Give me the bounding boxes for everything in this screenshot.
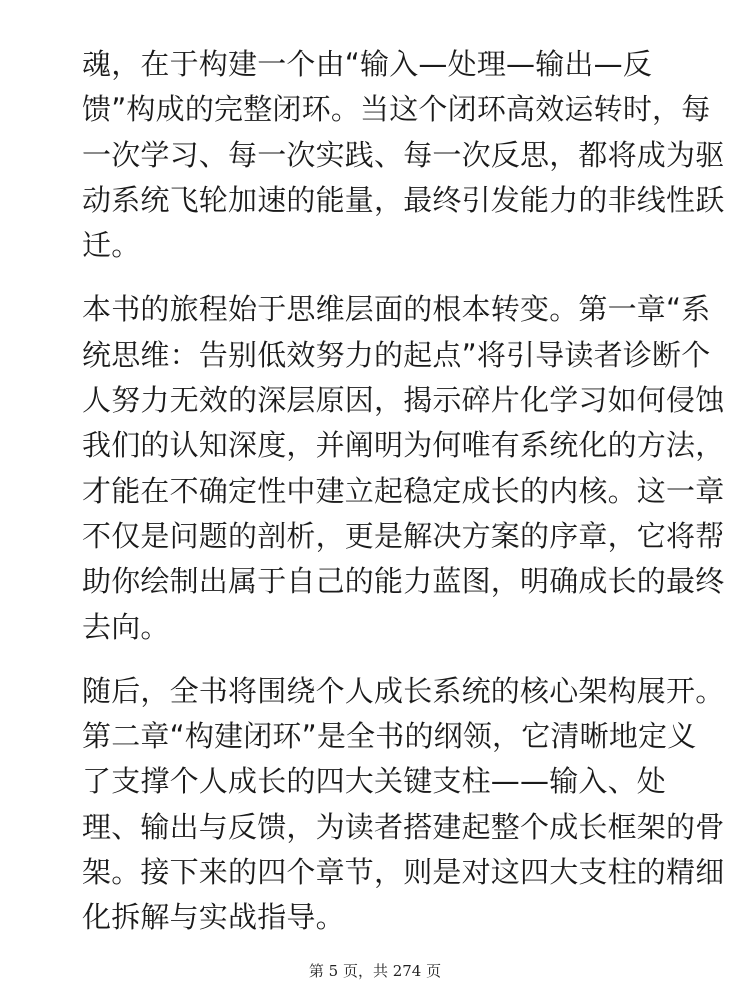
text-line: 随后，全书将围绕个人成长系统的核心架构展开。 <box>82 673 725 708</box>
text-line: 馈”构成的完整闭环。当这个闭环高效运转时，每 <box>82 92 711 127</box>
text-line: 本书的旅程始于思维层面的根本转变。第一章“系 <box>82 292 711 327</box>
text-line: 迁。 <box>82 228 141 263</box>
page-number-footer: 第 5 页，共 274 页 <box>308 962 442 980</box>
paragraph-2 <box>82 287 725 649</box>
text-line: 理、输出与反馈，为读者搭建起整个成长框架的骨 <box>82 809 725 844</box>
text-line: 我们的认知深度，并阐明为何唯有系统化的方法， <box>82 428 725 463</box>
paragraph-1 <box>82 42 725 268</box>
paragraph-3 <box>82 669 725 941</box>
text-line: 架。接下来的四个章节，则是对这四大支柱的精细 <box>82 855 725 890</box>
text-line: 第二章“构建闭环”是全书的纲领，它清晰地定义 <box>82 719 697 754</box>
text-line: 去向。 <box>82 609 170 644</box>
text-line: 了支撑个人成长的四大关键支柱——输入、处 <box>82 764 667 799</box>
text-line: 化拆解与实战指导。 <box>82 900 345 935</box>
text-line: 动系统飞轮加速的能量，最终引发能力的非线性跃 <box>82 182 725 217</box>
text-line: 魂，在于构建一个由“输入—处理—输出—反 <box>82 47 653 81</box>
text-line: 统思维：告别低效努力的起点”将引导读者诊断个 <box>82 337 711 372</box>
text-line: 不仅是问题的剖析，更是解决方案的序章，它将帮 <box>82 518 725 553</box>
text-line: 人努力无效的深层原因，揭示碎片化学习如何侵蚀 <box>82 383 725 418</box>
text-line: 一次学习、每一次实践、每一次反思，都将成为驱 <box>82 137 725 172</box>
text-line: 才能在不确定性中建立起稳定成长的内核。这一章 <box>82 473 725 508</box>
document-body <box>82 42 725 960</box>
text-line: 助你绘制出属于自己的能力蓝图，明确成长的最终 <box>82 564 725 599</box>
